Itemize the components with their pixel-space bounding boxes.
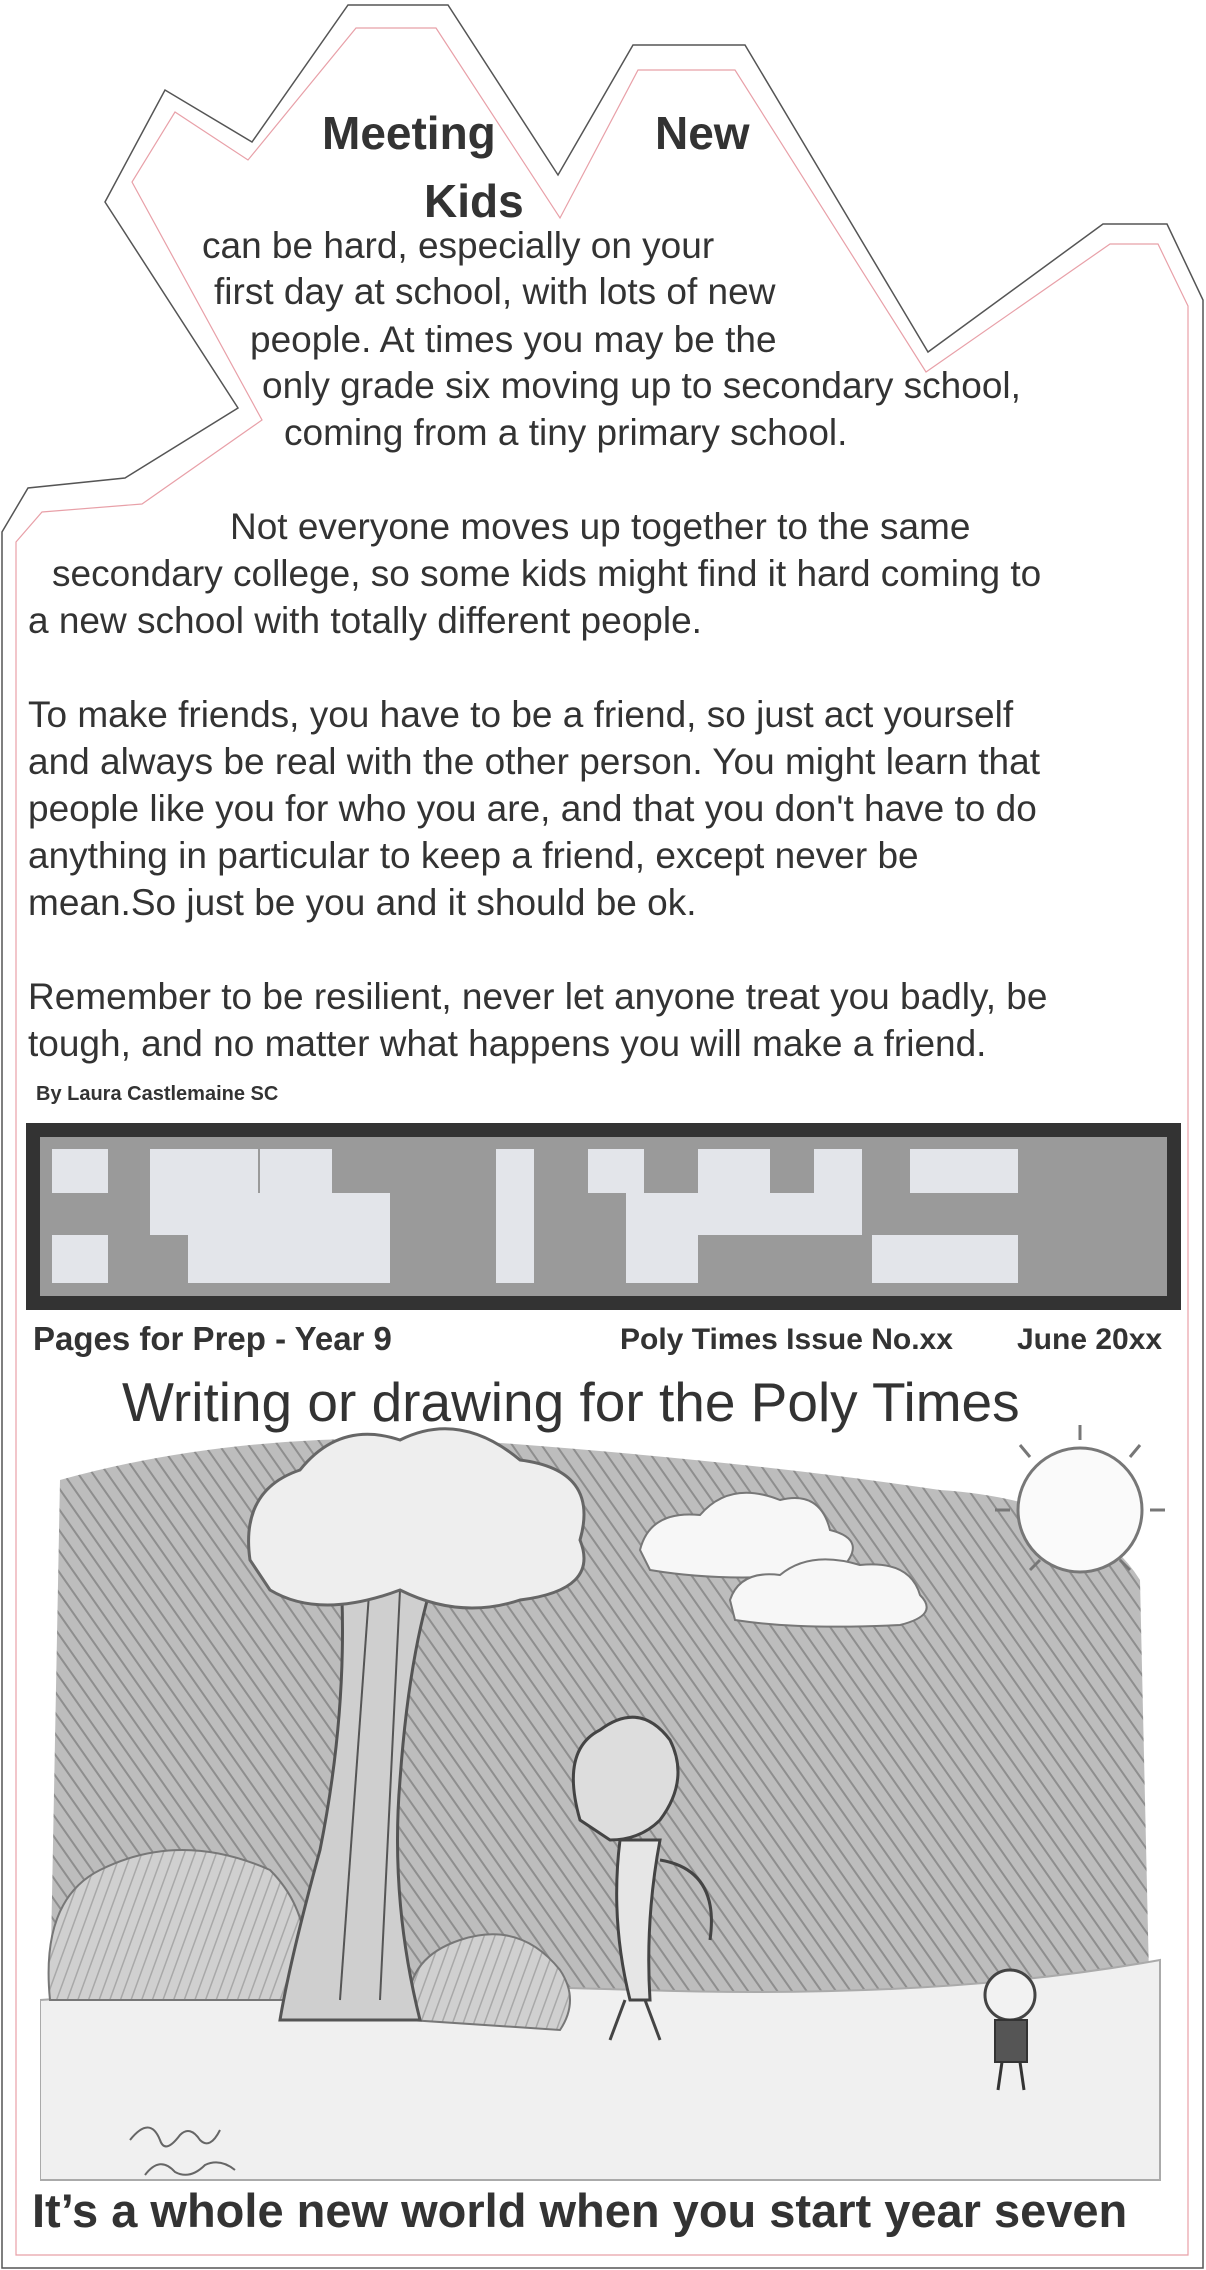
article-p3-line2: and always be real with the other person. You might learn that [28, 741, 1040, 782]
feature-caption: It’s a whole new world when you start year seven [32, 2184, 1128, 2237]
masthead-logo [40, 1137, 1167, 1296]
section-label: Pages for Prep - Year 9 [33, 1320, 392, 1357]
article-p2-line1: Not everyone moves up together to the same [230, 506, 971, 547]
article-byline: By Laura Castlemaine SC [36, 1083, 279, 1105]
article-p4-line1: Remember to be resilient, never let anyone treat you badly, be [28, 976, 1048, 1017]
pencil-drawing-illustration [40, 1400, 1170, 2200]
signature-icon [120, 2110, 260, 2190]
article-p3-line4: anything in particular to keep a friend, except never be [28, 835, 919, 876]
article-p3-line1: To make friends, you have to be a friend, so just act yourself [28, 694, 1014, 735]
article-title-meeting: Meeting [322, 107, 496, 159]
poly-times-logo-icon [40, 1137, 1167, 1296]
article-p4-line2: tough, and no matter what happens you will make a friend. [28, 1023, 987, 1064]
feature-heading: Writing or drawing for the Poly Times [122, 1371, 1020, 1433]
article-p1-line5: coming from a tiny primary school. [284, 412, 848, 453]
article-p1-line2: first day at school, with lots of new [214, 271, 776, 312]
article-p1-line1: can be hard, especially on your [202, 225, 715, 266]
article-p2-line3: a new school with totally different people. [28, 600, 702, 641]
article-p2-line2: secondary college, so some kids might find it hard coming to [52, 553, 1042, 594]
article-p3-line5: mean.So just be you and it should be ok. [28, 882, 697, 923]
issue-date: June 20xx [1017, 1323, 1163, 1356]
issue-number: Poly Times Issue No.xx [620, 1323, 953, 1356]
article-title-kids: Kids [424, 175, 524, 227]
article-p3-line3: people like you for who you are, and that you don't have to do [28, 788, 1037, 829]
artist-signature [120, 2110, 260, 2190]
poly-times-masthead [26, 1123, 1181, 1310]
article-p1-line3: people. At times you may be the [250, 319, 777, 360]
article-title-new: New [655, 107, 750, 159]
article-p1-line4: only grade six moving up to secondary school, [262, 365, 1021, 406]
